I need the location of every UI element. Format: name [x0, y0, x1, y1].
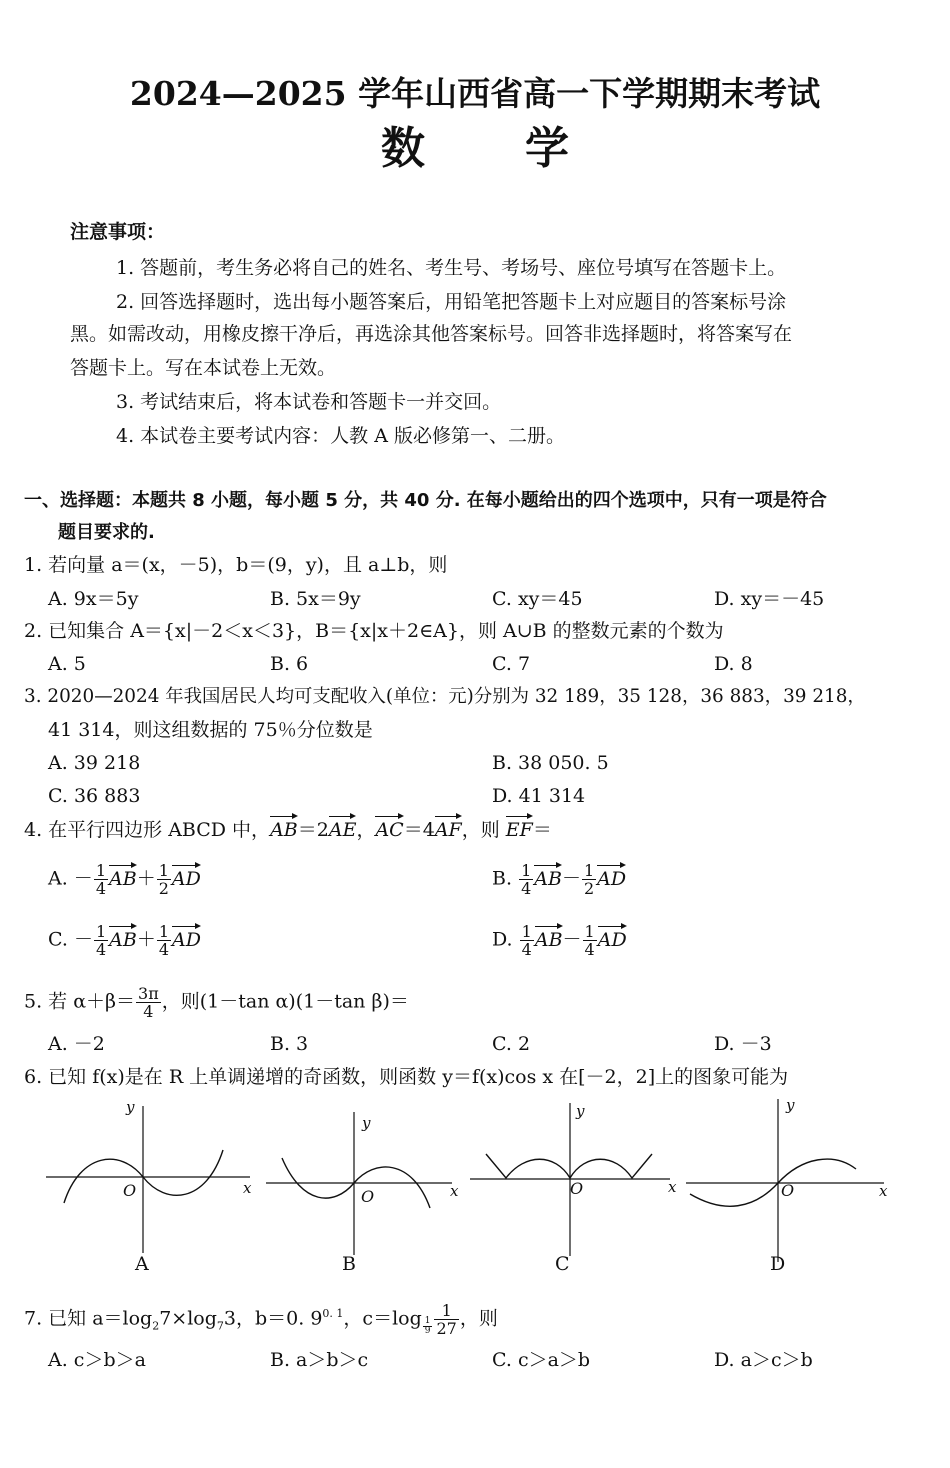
graph-d-label: D [770, 1253, 786, 1275]
fraction-1-27: $\frac{1}{27}$ [436, 1301, 457, 1338]
fraction: $\frac{1}{4}$ [521, 922, 532, 959]
vec-ab: AB [270, 814, 298, 842]
question-2-stem: 2. 已知集合 A＝{x|－2＜x＜3}，B＝{x|x＋2∈A}，则 A∪B 的整数元素的个数为 [24, 620, 724, 642]
vec-ac: AC [375, 814, 403, 842]
graph-b-origin: O [361, 1187, 375, 1206]
q2-option-c: C. 7 [492, 653, 531, 675]
q3-option-a: A. 39 218 [48, 752, 141, 774]
fraction: $\frac{1}{4}$ [95, 922, 107, 959]
q5-option-b: B. 3 [270, 1033, 309, 1055]
graph-a-x-label: x [243, 1179, 252, 1197]
q7-option-c: C. c＞a＞b [492, 1349, 591, 1371]
vec-ae: AE [329, 814, 357, 842]
notice-item-2-cont2: 答题卡上。写在本试卷上无效。 [70, 357, 337, 379]
notice-item-3: 3. 考试结束后，将本试卷和答题卡一并交回。 [116, 391, 502, 413]
graph-c-x-label: x [668, 1178, 677, 1196]
graph-d-y-label: y [786, 1096, 795, 1114]
q4-prefix: 4. 在平行四边形 ABCD 中， [24, 819, 271, 841]
fraction: $\frac{1}{4}$ [158, 922, 170, 959]
graph-c-y-label: y [576, 1102, 585, 1120]
q3-option-b: B. 38 050. 5 [492, 752, 609, 774]
graph-d-origin: O [781, 1181, 795, 1200]
vec-ef: EF [506, 814, 533, 842]
fraction-3pi-4: $\frac{3\pi}{4}$ [138, 984, 159, 1021]
q4-option-d: D. $\frac{1}{4}$ AB－ $\frac{1}{4}$ AD [492, 922, 627, 959]
curve [486, 1154, 652, 1178]
q1-option-a: A. 9x＝5y [48, 588, 139, 610]
q4-option-a: A. － $\frac{1}{4}$ AB＋ $\frac{1}{2}$ AD [48, 861, 201, 898]
notice-item-1: 1. 答题前，考生务必将自己的姓名、考生号、考场号、座位号填写在答题卡上。 [116, 257, 787, 279]
q2-option-b: B. 6 [270, 653, 309, 675]
question-3-stem-cont: 41 314，则这组数据的 75％分位数是 [48, 719, 373, 741]
graph-b-x-label: x [450, 1182, 459, 1200]
subject-title: 数学 [381, 123, 669, 174]
q7-option-b: B. a＞b＞c [270, 1349, 369, 1371]
graph-c-label: C [555, 1253, 570, 1275]
q3-option-d: D. 41 314 [492, 785, 586, 807]
q4-option-b: B. $\frac{1}{4}$ AB－ $\frac{1}{2}$ AD [492, 861, 627, 898]
question-3-stem: 3. 2020—2024 年我国居民人均可支配收入(单位：元)分别为 32 189，35 128，36 883，39 218， [24, 686, 866, 707]
notice-item-4: 4. 本试卷主要考试内容：人教 A 版必修第一、二册。 [116, 425, 565, 447]
q2-option-d: D. 8 [714, 653, 753, 675]
q5-option-d: D. －3 [714, 1033, 772, 1055]
question-5-stem: 5. 若 α＋β＝ $\frac{3\pi}{4}$ ，则(1－tan α)(1－tan β)＝ [24, 984, 409, 1021]
q3-option-c: C. 36 883 [48, 785, 141, 807]
q1-option-c: C. xy＝45 [492, 588, 583, 610]
fraction: $\frac{1}{4}$ [95, 861, 106, 898]
notice-item-2-cont: 黑。如需改动，用橡皮擦干净后，再选涂其他答案标号。回答非选择题时，将答案写在 [70, 323, 793, 345]
q5-option-a: A. －2 [48, 1033, 105, 1055]
q1-option-b: B. 5x＝9y [270, 588, 361, 610]
fraction: $\frac{1}{4}$ [584, 922, 595, 959]
question-7-stem: 7. 已知 $a=\log_27\times\log_73$，b＝0. $9^{0. 1}$，c＝log $_{\frac{1}{9}}$ $\frac{1}{27}$ ，则 [24, 1301, 498, 1338]
graph-a-origin: O [123, 1181, 137, 1200]
question-1-stem: 1. 若向量 a＝(x，－5)，b＝(9，y)，且 a⊥b，则 [24, 554, 448, 576]
q2-option-a: A. 5 [48, 653, 86, 675]
graph-d [684, 1094, 894, 1264]
fraction: $\frac{1}{2}$ [583, 861, 595, 898]
graph-c-origin: O [570, 1179, 584, 1198]
graph-d-x-label: x [879, 1182, 888, 1200]
q1-option-d: D. xy＝－45 [714, 588, 825, 610]
q7-option-d: D. a＞c＞b [714, 1349, 813, 1371]
q4-option-c: C. － $\frac{1}{4}$ AB＋ $\frac{1}{4}$ AD [48, 922, 201, 959]
graph-b-label: B [342, 1253, 356, 1275]
exam-title: 2024—2025 学年山西省高一下学期期末考试 [129, 74, 821, 113]
fraction: $\frac{1}{4}$ [521, 861, 532, 898]
section-heading-cont: 题目要求的. [58, 522, 155, 543]
question-6-stem: 6. 已知 f(x)是在 R 上单调递增的奇函数，则函数 y＝f(x)cos x 在[－2，2]上的图象可能为 [24, 1066, 789, 1088]
section-heading: 一、选择题：本题共 8 小题，每小题 5 分，共 40 分. 在每小题给出的四个选项中，只有一项是符合 [24, 490, 827, 511]
q7-option-a: A. c＞b＞a [48, 1349, 146, 1371]
graph-a-y-label: y [126, 1098, 135, 1116]
vec-af: AF [435, 814, 462, 842]
notice-item-2: 2. 回答选择题时，选出每小题答案后，用铅笔把答题卡上对应题目的答案标号涂 [116, 291, 787, 313]
notice-heading: 注意事项： [70, 221, 166, 243]
fraction: $\frac{1}{2}$ [158, 861, 169, 898]
graph-b-y-label: y [362, 1114, 371, 1132]
graph-a [40, 1098, 265, 1258]
graph-a-label: A [135, 1253, 149, 1275]
question-4-stem: 4. 在平行四边形 ABCD 中，AB＝2AE，AC＝4AF，则 EF＝ [24, 814, 552, 842]
q5-option-c: C. 2 [492, 1033, 531, 1055]
